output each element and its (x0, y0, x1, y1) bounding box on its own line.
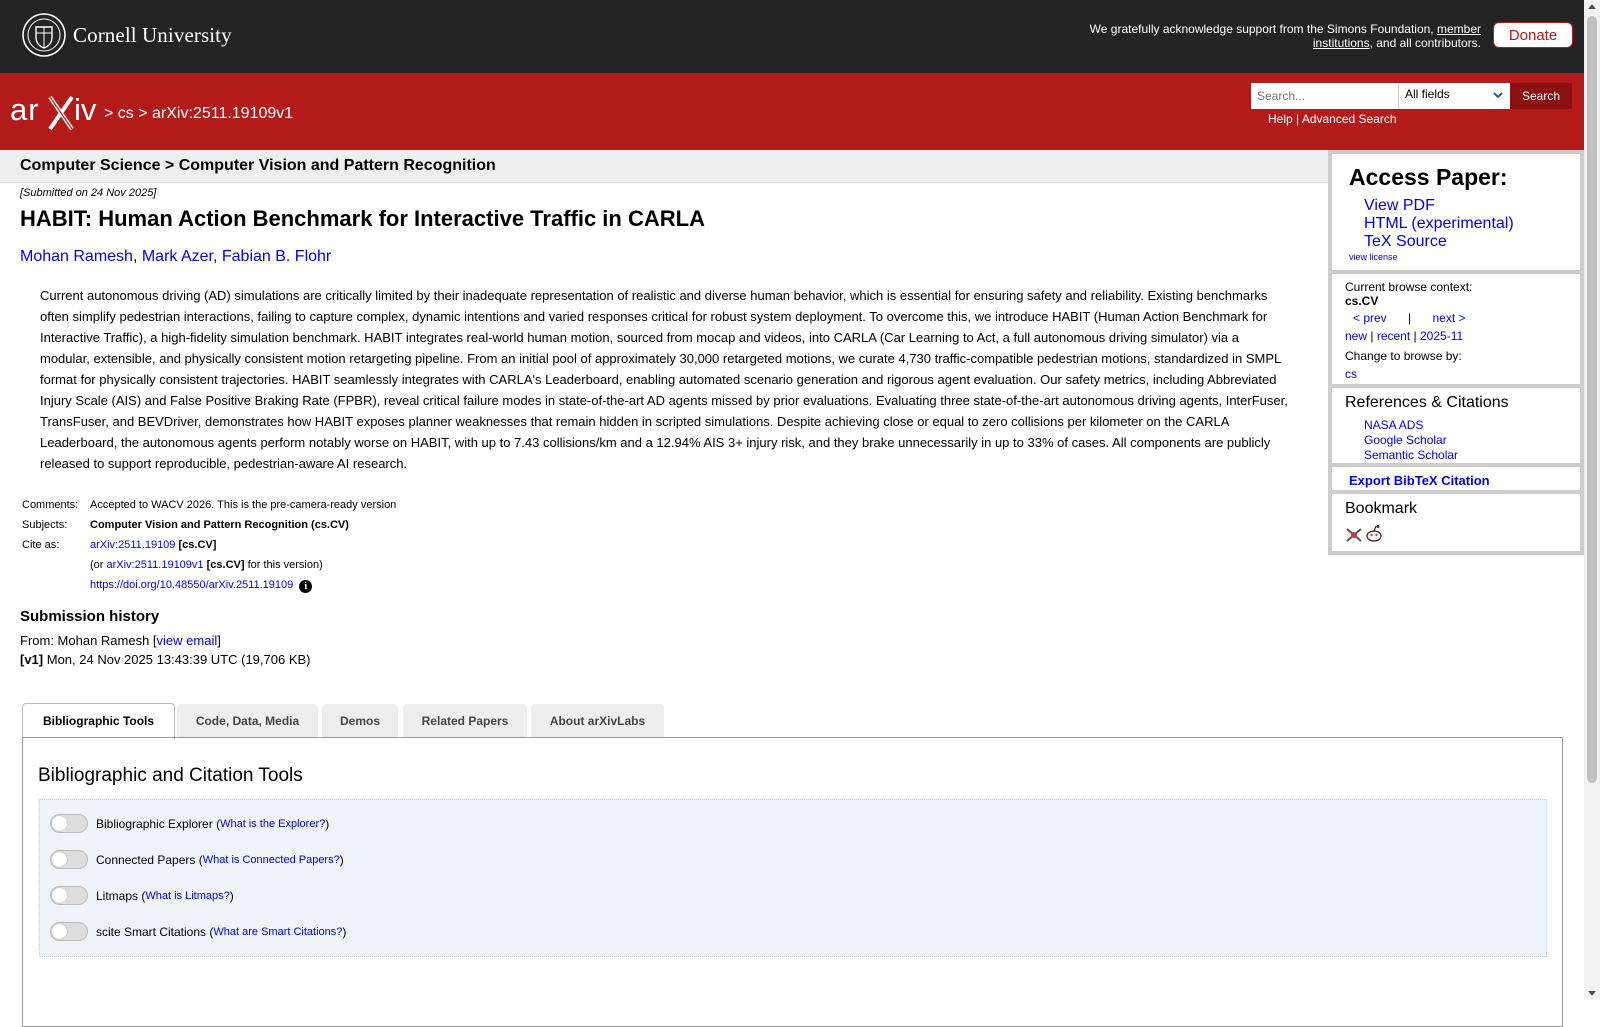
cite-row (20, 536, 398, 556)
cite-version-link[interactable]: arXiv:2511.19109v1 (106, 559, 204, 571)
references-title: References & Citations (1345, 394, 1509, 411)
search-field-select[interactable] (1398, 83, 1510, 109)
version-tag: [v1] (20, 652, 44, 667)
tab-bibliographic-tools[interactable]: Bibliographic Tools (22, 703, 175, 740)
metadata-table (20, 496, 398, 596)
comments-row (20, 496, 398, 516)
browse-cs-link[interactable]: cs (1345, 367, 1357, 381)
version-date: Mon, 24 Nov 2025 13:43:39 UTC (19,706 KB) (43, 652, 311, 667)
subjects-label: Subjects: (22, 519, 68, 531)
doi-link[interactable]: https://doi.org/10.48550/arXiv.2511.19109 (90, 579, 294, 591)
tool-row: Bibliographic Explorer ( What is the Explorer? ) (50, 814, 329, 833)
google-scholar-link[interactable]: Google Scholar (1364, 433, 1447, 447)
list-links (1345, 329, 1463, 343)
nav-separator: | (1408, 311, 1412, 325)
search-button[interactable]: Search (1510, 83, 1572, 109)
browse-context-box (1332, 274, 1580, 384)
subjects-value: Computer Vision and Pattern Recognition (cs.CV) (90, 519, 349, 531)
recent-link[interactable]: recent (1376, 329, 1411, 343)
export-box (1332, 467, 1580, 490)
reddit-icon[interactable] (1365, 524, 1383, 543)
advanced-search-link[interactable]: Advanced Search (1301, 112, 1397, 126)
cite-label: Cite as: (22, 539, 60, 551)
access-paper-box (1332, 154, 1580, 270)
category-path: Computer Science > Computer Vision and Pattern Recognition (20, 157, 496, 174)
tool-help-link[interactable]: What is Connected Papers? (202, 853, 340, 866)
crumb-separator: > (133, 105, 153, 122)
tab-about-arxivlabs[interactable]: About arXivLabs (531, 704, 664, 738)
tool-help-link[interactable]: What are Smart Citations? (213, 925, 343, 938)
support-text-2: , and all contributors. (1369, 36, 1481, 50)
category-header (0, 150, 1328, 183)
bibliographic-explorer-toggle[interactable] (50, 814, 88, 833)
support-text-1: We gratefully acknowledge support from the Simons Foundation, (1089, 22, 1434, 36)
cite-category: [cs.CV] (206, 559, 245, 571)
svg-text:ar: ar (10, 93, 40, 127)
cornell-logo-link[interactable] (22, 13, 232, 57)
prev-next-nav (1353, 311, 1466, 325)
semantic-scholar-link[interactable]: Semantic Scholar (1364, 448, 1459, 462)
export-bibtex-link[interactable]: Export BibTeX Citation (1349, 473, 1490, 488)
scite-toggle[interactable] (50, 922, 88, 941)
change-browse-label: Change to browse by: (1345, 349, 1462, 363)
arxiv-header (0, 73, 1584, 150)
cite-category: [cs.CV] (178, 539, 217, 551)
from-suffix: ] (217, 633, 221, 648)
references-box (1332, 388, 1580, 463)
authors-list: Mohan Ramesh, Mark Azer, Fabian B. Flohr (20, 248, 332, 265)
tab-code-data-media[interactable]: Code, Data, Media (177, 704, 318, 738)
page-scrollbar[interactable] (1584, 0, 1600, 1000)
scroll-down-arrow-icon[interactable] (1588, 991, 1596, 996)
from-text: From: Mohan Ramesh [ (20, 633, 157, 648)
view-email-link[interactable]: view email (156, 633, 218, 648)
arxiv-logo[interactable] (10, 93, 102, 133)
comments-label: Comments: (22, 499, 79, 511)
doi-value (88, 576, 398, 596)
scroll-up-arrow-icon[interactable] (1588, 4, 1596, 9)
browse-context-value: cs.CV (1345, 294, 1379, 308)
tool-name: scite Smart Citations (96, 924, 207, 939)
help-links (1268, 112, 1397, 126)
abstract: Current autonomous driving (AD) simulations are critically limited by their inadequate representation of realistic and diverse human behavior, which is essential for ensuring safety and reliability. Existing benchmarks often simplify pedestrian interactions, failing to capture complex, dynamic intentions and varied responses critical for robust system deployment. To overcome this, we introduce HABIT (Human Action Benchmark for Interactive Traffic), a high-fidelity simulation benchmark. HABIT integrates real-world human motion, sourced from mocap and videos, into CARLA (Car Learning to Act, a full autonomous driving simulator) via a modular, extensible, and physically consistent motion retargeting pipeline. From an initial pool of approximately 30,000 retargeted motions, we curate 4,730 traffic-compatible pedestrian motions, standardized in SMPL format for physically consistent trajectories. HABIT seamlessly integrates with CARLA's Leaderboard, enabling automated scenario generation and rigorous agent evaluation. Our safety metrics, including Abbreviated Injury Scale (AIS) and False Positive Braking Rate (FPBR), reveal critical failure modes in state-of-the-art AD agents missed by prior evaluations. Evaluating three state-of-the-art autonomous driving agents, InterFuser, TransFuser, and BEVDriver, demonstrates how HABIT exposes planner weaknesses that remain hidden in scripted simulations. Despite achieving close or equal to zero collisions per kilometer on the CARLA Leaderboard, the autonomous agents perform notably worse on HABIT, with up to 7.43 collisions/km and a 12.94% AIS 3+ injury risk, and they brake unnecessarily in up to 33% of cases. All components are publicly released to support reproducible, pedestrian-aware AI research. (40, 288, 1288, 471)
paper-title: HABIT: Human Action Benchmark for Interactive Traffic in CARLA (20, 206, 705, 231)
cite-version (88, 556, 398, 576)
doi-row (20, 576, 398, 596)
subjects-row (20, 516, 398, 536)
help-link[interactable]: Help (1268, 112, 1293, 126)
tool-help-link[interactable]: What is the Explorer? (220, 817, 326, 830)
cite-or-text: (or (90, 559, 107, 571)
tool-row: Litmaps ( What is Litmaps? ) (50, 886, 234, 905)
tool-name: Connected Papers (96, 852, 196, 867)
university-name: Cornell University (73, 22, 232, 47)
breadcrumb (104, 105, 293, 123)
tool-help-link[interactable]: What is Litmaps? (145, 889, 230, 902)
cornell-seal-icon (22, 13, 66, 57)
crumb-paper-id: arXiv:2511.19109v1 (152, 105, 294, 122)
member-institutions-link[interactable]: member institutions (1312, 22, 1481, 50)
cite-version-tail: for this version) (244, 559, 323, 571)
html-experimental-link[interactable]: HTML (experimental) (1364, 215, 1514, 232)
submission-from (20, 633, 221, 648)
author-link[interactable]: Fabian B. Flohr (221, 248, 332, 265)
tab-related-papers[interactable]: Related Papers (403, 704, 527, 738)
tool-name: Litmaps (96, 888, 139, 903)
nasa-ads-link[interactable]: NASA ADS (1364, 418, 1424, 432)
link-separator: | (1296, 112, 1300, 126)
tool-row: Connected Papers ( What is Connected Papers? ) (50, 850, 344, 869)
crumb-separator: > (104, 105, 118, 122)
view-pdf-link[interactable]: View PDF (1364, 197, 1435, 214)
list-separator: | (1370, 329, 1374, 343)
next-link[interactable]: next > (1432, 311, 1466, 325)
author-link[interactable]: Mark Azer (141, 248, 213, 265)
view-license-link[interactable]: view license (1349, 252, 1398, 262)
svg-text:iv: iv (74, 93, 97, 127)
comments-value: Accepted to WACV 2026. This is the pre-camera-ready version (90, 499, 397, 511)
top-banner (0, 0, 1584, 73)
sidebar (1328, 150, 1584, 555)
version-v1 (20, 652, 311, 667)
cite-version-row (20, 556, 398, 576)
support-text (1041, 22, 1481, 50)
search-input[interactable] (1251, 83, 1398, 109)
bibsonomy-icon[interactable] (1345, 527, 1363, 543)
litmaps-toggle[interactable] (50, 886, 88, 905)
chevron-down-icon (1492, 89, 1504, 101)
prev-link[interactable]: < prev (1353, 311, 1387, 325)
month-link[interactable]: 2025-11 (1420, 329, 1464, 343)
submission-history-title: Submission history (20, 608, 160, 625)
connected-papers-toggle[interactable] (50, 850, 88, 869)
donate-button[interactable]: Donate (1493, 22, 1573, 48)
tools-title: Bibliographic and Citation Tools (38, 765, 303, 786)
access-paper-title: Access Paper: (1349, 164, 1508, 190)
list-separator: | (1413, 329, 1417, 343)
cite-id-link[interactable]: arXiv:2511.19109 (90, 539, 176, 551)
tab-demos[interactable]: Demos (322, 704, 398, 738)
bookmark-title: Bookmark (1345, 500, 1418, 517)
search-field-value: All fields (1405, 87, 1450, 101)
tex-source-link[interactable]: TeX Source (1364, 233, 1447, 250)
browse-context-label: Current browse context: (1345, 280, 1473, 294)
tool-row: scite Smart Citations ( What are Smart Citations? ) (50, 922, 346, 941)
cite-value (88, 536, 398, 556)
scroll-thumb[interactable] (1587, 16, 1597, 783)
new-link[interactable]: new (1345, 329, 1368, 343)
info-icon[interactable]: i (299, 580, 312, 593)
submission-date: [Submitted on 24 Nov 2025] (20, 187, 157, 199)
author-link[interactable]: Mohan Ramesh (20, 248, 133, 265)
bookmark-box (1332, 494, 1580, 551)
crumb-cs-link[interactable]: cs (117, 105, 134, 122)
tool-name: Bibliographic Explorer (96, 816, 213, 831)
